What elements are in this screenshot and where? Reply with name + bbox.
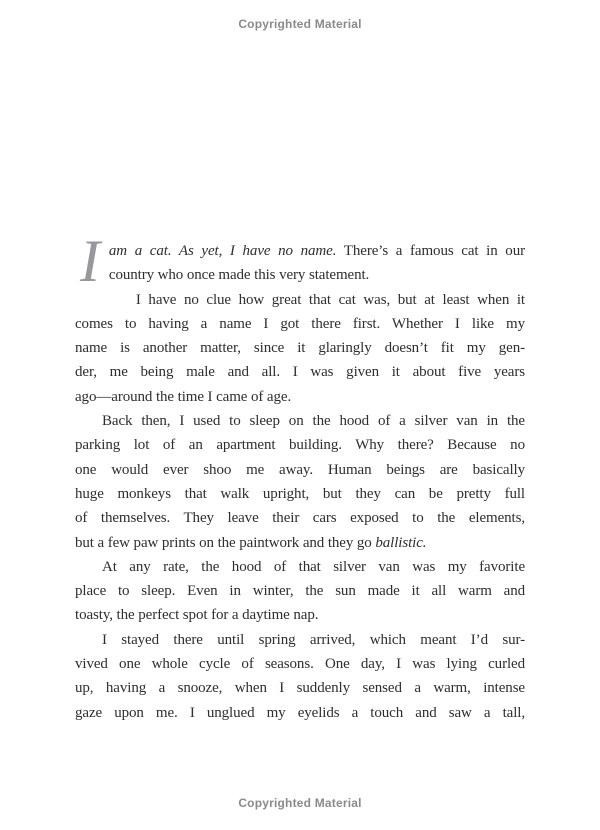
text-line: [75, 531, 525, 555]
text-line: [75, 458, 525, 482]
text-segment: I have no clue how great that cat was, but at least when it: [135, 291, 525, 308]
text-line: [75, 652, 525, 676]
text-segment: At any rate, the hood of that silver van was my favorite: [102, 558, 525, 575]
italic-text-segment: ballistic.: [375, 534, 427, 551]
text-line: [75, 603, 525, 627]
text-line: [75, 263, 525, 287]
text-segment: parking lot of an apartment building. Why there? Because no: [75, 437, 525, 454]
text-segment: country who once made this very statement.: [108, 267, 370, 284]
text-line: [75, 336, 525, 360]
text-segment: I stayed there until spring arrived, which meant I’d sur-: [102, 631, 525, 648]
text-segment: up, having a snooze, when I suddenly sensed a warm, intense: [75, 680, 525, 697]
paragraph: [75, 288, 525, 409]
paragraph: [75, 628, 525, 725]
text-segment: place to sleep. Even in winter, the sun made it all warm and: [75, 583, 525, 600]
paragraph: [75, 555, 525, 628]
text-segment: ago—around the time I came of age.: [75, 388, 292, 405]
text-line: [75, 676, 525, 700]
text-segment: There’s a famous cat in our: [336, 243, 526, 259]
text-line: [75, 506, 525, 530]
text-line: [75, 239, 525, 263]
paragraph: [75, 409, 525, 555]
text-segment: one would ever shoo me away. Human beings are basically: [75, 461, 525, 478]
text-line: [75, 628, 525, 652]
paragraph: [75, 228, 526, 294]
italic-text-segment: am a cat. As yet, I have no name.: [108, 243, 337, 259]
drop-cap: I: [80, 228, 100, 294]
text-segment: der, me being male and all. I was given it about five years: [75, 364, 525, 381]
text-segment: toasty, the perfect spot for a daytime nap.: [75, 607, 319, 624]
text-line: [75, 312, 525, 336]
text-line: [75, 360, 525, 384]
text-line: [75, 555, 525, 579]
text-segment: Back then, I used to sleep on the hood of a silver van in the: [102, 413, 525, 430]
text-line: [75, 579, 525, 603]
text-segment: gaze upon me. I unglued my eyelids a touch and saw a tall,: [75, 704, 525, 721]
text-line: [75, 409, 525, 433]
text-block: [75, 228, 526, 725]
text-segment: name is another matter, since it glaringly doesn’t fit my gen-: [75, 340, 525, 357]
copyright-notice-top: Copyrighted Material: [238, 17, 362, 31]
text-line: [75, 288, 525, 312]
text-line: [75, 482, 525, 506]
text-segment: of themselves. They leave their cars exposed to the elements,: [75, 510, 525, 527]
text-line: [75, 433, 525, 457]
text-segment: but a few paw prints on the paintwork and they go: [75, 534, 376, 551]
copyright-notice-bottom: Copyrighted Material: [238, 796, 362, 810]
text-segment: comes to having a name I got there first. Whether I like my: [75, 315, 525, 332]
text-line: [75, 385, 525, 409]
text-segment: vived one whole cycle of seasons. One day, I was lying curled: [75, 656, 525, 673]
text-segment: huge monkeys that walk upright, but they can be pretty full: [75, 485, 525, 502]
text-line: [75, 701, 525, 725]
